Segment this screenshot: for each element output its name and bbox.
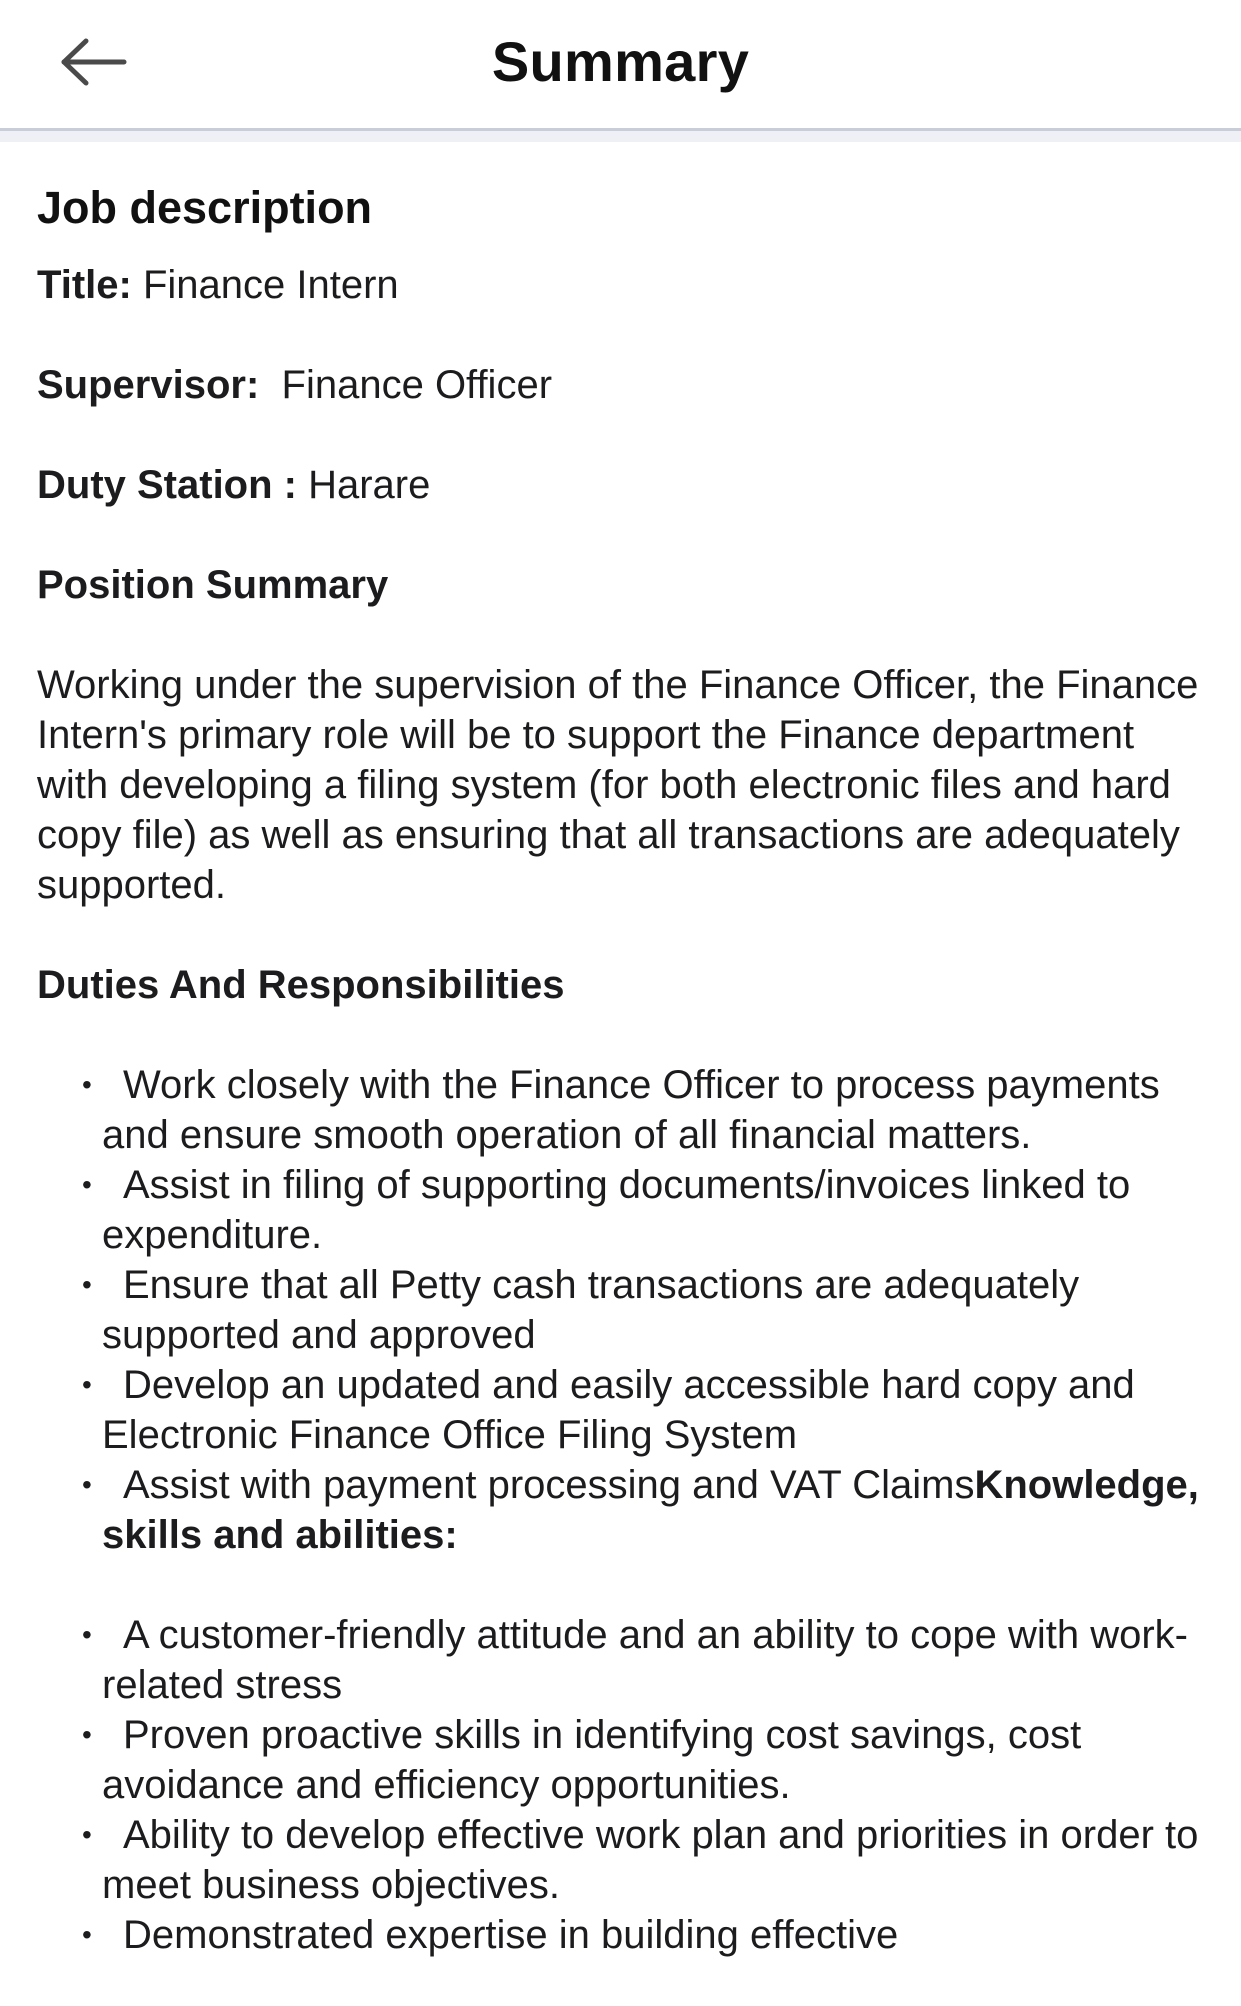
list-item: • Ensure that all Petty cash transactions are adequately supported and approved [82,1263,1080,1357]
duties-list [37,1060,1212,1560]
section-heading: Job description [37,182,373,233]
duty-station-label: Duty Station : [37,463,297,507]
position-summary-heading: Position Summary [37,563,389,607]
page-title: Summary [491,30,750,93]
list-item: • Develop an updated and easily accessible hard copy and Electronic Finance Office Filing System [82,1363,1135,1457]
list-item: • Work closely with the Finance Officer to process payments and ensure smooth operation of all financial matters. [82,1063,1160,1157]
list-item: • Assist with payment processing and VAT ClaimsKnowledge, skills and abilities: [82,1463,1199,1557]
title-value: Finance Intern [131,263,399,307]
list-item: • A customer-friendly attitude and an ability to cope with work-related stress [82,1613,1188,1707]
duty-station-value: Harare [296,463,431,507]
title-label: Title: [37,263,132,307]
supervisor-field [37,360,1212,410]
duty-station-field [37,460,1212,510]
position-summary-text: Working under the supervision of the Finance Officer, the Finance Intern's primary role will be to support the Finance department with developing a filing system (for both electronic files and hard copy file) as well as ensuring that all transactions are adequately supported. [37,663,1199,907]
list-item: • Assist in filing of supporting documents/invoices linked to expenditure. [82,1163,1131,1257]
list-item: • Ability to develop effective work plan and priorities in order to meet business objectives. [82,1813,1199,1907]
job-description-content [37,142,1212,1960]
list-item: • Demonstrated expertise in building effective [82,1913,899,1957]
list-item: • Proven proactive skills in identifying cost savings, cost avoidance and efficiency opportunities. [82,1713,1082,1807]
supervisor-label: Supervisor: [37,363,260,407]
app-header [0,0,1241,131]
duties-heading: Duties And Responsibilities [37,963,565,1007]
knowledge-heading: Knowledge, skills and abilities: [102,1463,1199,1557]
skills-list [37,1610,1212,1960]
supervisor-value: Finance Officer [259,363,553,407]
title-field [37,260,1212,310]
header-divider [0,131,1241,142]
